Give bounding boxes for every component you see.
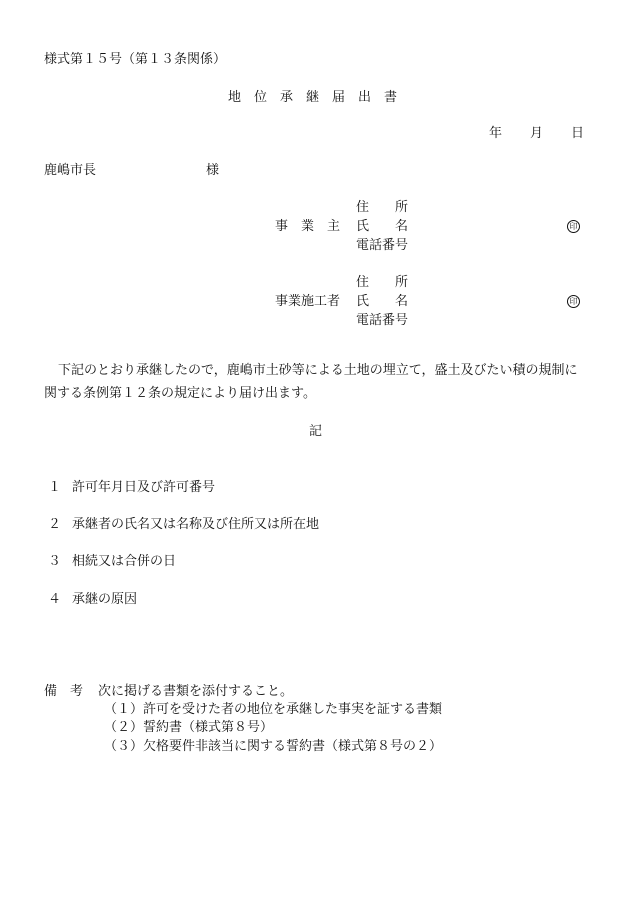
owner-role-label: 事 業 主 bbox=[275, 219, 341, 234]
owner-name-label: 氏 名 bbox=[356, 219, 409, 234]
attachment-item: （３）欠格要件非該当に関する誓約書（様式第８号の２） bbox=[104, 739, 443, 754]
item-number: ３ bbox=[48, 554, 62, 569]
addressee-name: 鹿嶋市長 bbox=[44, 163, 97, 178]
item-label: 承継者の氏名又は名称及び住所又は所在地 bbox=[72, 517, 320, 532]
year-label: 年 bbox=[489, 126, 503, 141]
addressee-honorific: 様 bbox=[206, 163, 220, 178]
day-label: 日 bbox=[571, 126, 585, 141]
item-label: 相続又は合併の日 bbox=[72, 554, 177, 569]
attachment-item: （２）誓約書（様式第８号） bbox=[104, 720, 274, 735]
item-number: １ bbox=[48, 480, 62, 495]
item-number: ２ bbox=[48, 517, 62, 532]
item-number: ４ bbox=[48, 592, 62, 607]
item-label: 許可年月日及び許可番号 bbox=[72, 480, 216, 495]
remarks-label: 備 考 bbox=[44, 684, 84, 699]
contractor-address-label: 住 所 bbox=[356, 275, 409, 290]
contractor-role-label: 事業施工者 bbox=[275, 294, 341, 309]
contractor-phone-label: 電話番号 bbox=[356, 313, 409, 328]
remarks-intro: 次に掲げる書類を添付すること。 bbox=[98, 684, 294, 699]
ki-heading: 記 bbox=[309, 424, 323, 439]
document-title: 地 位 承 継 届 出 書 bbox=[228, 90, 398, 105]
month-label: 月 bbox=[530, 126, 544, 141]
body-paragraph: 下記のとおり承継したので，鹿嶋市土砂等による土地の埋立て，盛土及びたい積の規制に関する条例第１２条の規定により届け出ます。 bbox=[44, 363, 578, 401]
item-label: 承継の原因 bbox=[72, 592, 138, 607]
owner-seal-mark: 印 bbox=[567, 220, 580, 233]
form-number-label: 様式第１５号（第１３条関係） bbox=[44, 52, 227, 67]
attachment-item: （１）許可を受けた者の地位を承継した事実を証する書類 bbox=[104, 702, 443, 717]
owner-phone-label: 電話番号 bbox=[356, 238, 409, 253]
contractor-seal-mark: 印 bbox=[567, 295, 580, 308]
contractor-name-label: 氏 名 bbox=[356, 294, 409, 309]
owner-address-label: 住 所 bbox=[356, 200, 409, 215]
